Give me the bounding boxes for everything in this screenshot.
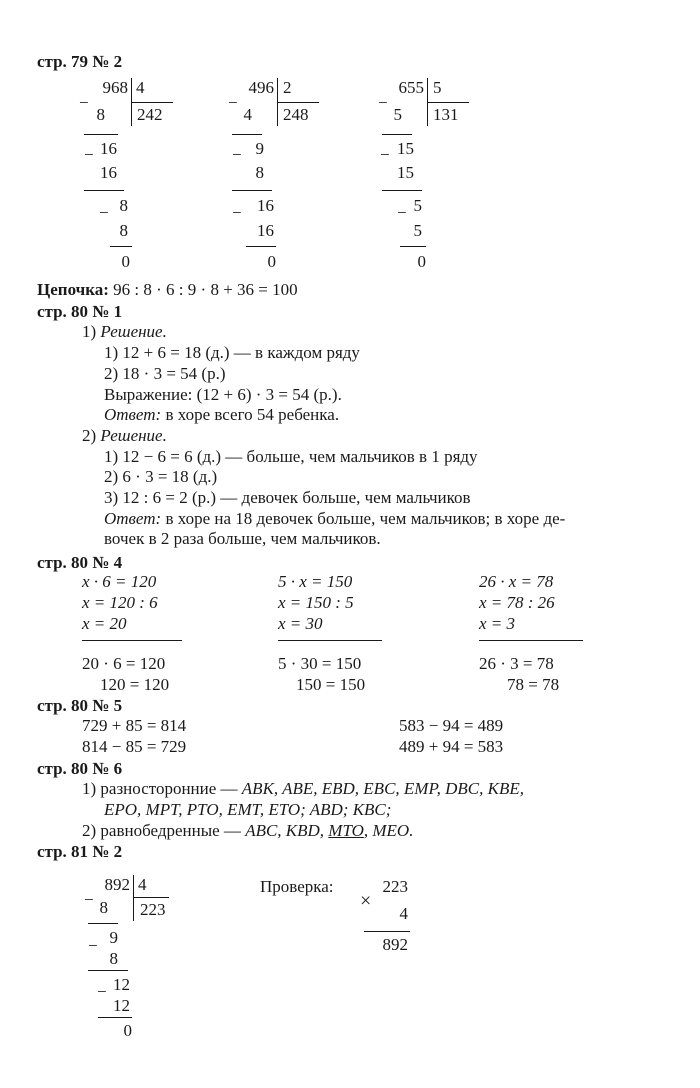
- minus-sign: −: [84, 145, 94, 164]
- step-line: [88, 970, 128, 971]
- chain-line: [37, 280, 298, 300]
- part-one: [82, 322, 167, 342]
- calc-line: 583 − 94 = 489: [399, 716, 504, 735]
- triangles-prefix: 1) разносторонние —: [82, 779, 242, 798]
- step-value: 8: [119, 221, 128, 240]
- check-line: 78 = 78: [507, 675, 560, 694]
- minus-sign: −: [232, 145, 242, 164]
- divisor-line: [131, 102, 173, 103]
- step-value: 9: [255, 139, 264, 158]
- equation-line: x = 78 : 26: [479, 593, 555, 612]
- calc-line: 814 − 85 = 729: [82, 737, 187, 756]
- divisor-line: [427, 102, 469, 103]
- step-value: 16: [257, 196, 274, 215]
- section-heading: стр. 80 № 4: [37, 553, 123, 572]
- minus-sign: −: [84, 890, 94, 909]
- divisor: 2: [283, 78, 292, 97]
- step-line: [110, 246, 132, 247]
- step-value: 16: [257, 221, 274, 240]
- minus-sign: −: [378, 93, 388, 112]
- equation-line: 5 · x = 150: [278, 572, 353, 591]
- answer-text: в хоре на 18 девочек больше, чем мальчиков; в хоре де-: [161, 509, 566, 528]
- solution-label: Решение.: [100, 322, 167, 341]
- multiplier: 4: [399, 904, 408, 923]
- step-line: [84, 134, 118, 135]
- dividend: 496: [248, 78, 274, 97]
- minus-sign: −: [97, 982, 107, 1001]
- product: 892: [382, 935, 408, 954]
- step-value: 8: [96, 105, 105, 124]
- step-value: 16: [100, 139, 117, 158]
- triangles-line: [82, 821, 413, 841]
- multiplicand: 223: [382, 877, 408, 896]
- step-line: [246, 246, 276, 247]
- answer-label: Ответ:: [104, 405, 162, 424]
- triangles-list: , MEO.: [363, 821, 414, 840]
- minus-sign: −: [232, 203, 242, 222]
- step-line: [400, 246, 426, 247]
- check-line: 120 = 120: [100, 675, 170, 694]
- multiply-sign: ×: [360, 890, 372, 912]
- dividend: 968: [102, 78, 128, 97]
- divisor: 5: [433, 78, 442, 97]
- answer-continuation: вочек в 2 раза больше, чем мальчиков.: [104, 529, 381, 548]
- check-separator: [82, 640, 182, 641]
- quotient: 242: [137, 105, 163, 124]
- minus-sign: −: [228, 93, 238, 112]
- step-value: 0: [121, 252, 130, 271]
- triangles-prefix: 2) равнобедренные —: [82, 821, 246, 840]
- product-line: [364, 931, 410, 932]
- minus-sign: −: [380, 145, 390, 164]
- step-value: 8: [119, 196, 128, 215]
- step-value: 4: [243, 105, 252, 124]
- section-heading: стр. 81 № 2: [37, 842, 123, 861]
- divisor-line: [133, 897, 169, 898]
- divisor: 4: [136, 78, 145, 97]
- step-line: [382, 190, 422, 191]
- quotient: 131: [433, 105, 459, 124]
- equation-line: x · 6 = 120: [82, 572, 157, 591]
- triangles-list: ABC, KBD,: [245, 821, 329, 840]
- check-separator: [278, 640, 382, 641]
- step-value: 0: [123, 1021, 132, 1040]
- step-value: 8: [99, 898, 108, 917]
- step-value: 0: [267, 252, 276, 271]
- dividend: 892: [104, 875, 130, 894]
- step-value: 0: [417, 252, 426, 271]
- section-heading: стр. 79 № 2: [37, 52, 123, 71]
- solution-line: 2) 6 · 3 = 18 (д.): [104, 467, 218, 486]
- triangles-line: [82, 779, 524, 799]
- step-value: 5: [413, 221, 422, 240]
- part-number: 1): [82, 322, 101, 341]
- part-two: [82, 426, 167, 446]
- step-value: 5: [413, 196, 422, 215]
- triangles-list: ABK, ABE, EBD, EBC, EMP, DBC, KBE,: [241, 779, 524, 798]
- quotient: 248: [283, 105, 309, 124]
- step-value: 12: [113, 996, 130, 1015]
- minus-sign: −: [99, 203, 109, 222]
- divisor-line: [277, 102, 319, 103]
- step-value: 5: [393, 105, 402, 124]
- check-line: 20 · 6 = 120: [82, 654, 166, 673]
- division-bar: [133, 875, 134, 921]
- check-line: 26 · 3 = 78: [479, 654, 554, 673]
- section-heading: стр. 80 № 5: [37, 696, 123, 715]
- step-line: [382, 134, 412, 135]
- equation-line: x = 20: [82, 614, 127, 633]
- solution-line: 1) 12 − 6 = 6 (д.) — больше, чем мальчиков в 1 ряду: [104, 447, 478, 466]
- divisor: 4: [138, 875, 147, 894]
- underlined-triangle: MTO: [328, 821, 364, 840]
- quotient: 223: [140, 900, 166, 919]
- answer-line: [104, 405, 339, 425]
- equation-line: x = 150 : 5: [278, 593, 354, 612]
- step-line: [84, 190, 124, 191]
- equation-line: x = 3: [479, 614, 516, 633]
- step-value: 16: [100, 163, 117, 182]
- step-value: 15: [397, 163, 414, 182]
- answer-text: в хоре всего 54 ребенка.: [161, 405, 340, 424]
- minus-sign: −: [88, 936, 98, 955]
- step-line: [232, 190, 272, 191]
- solution-label: Решение.: [100, 426, 167, 445]
- answer-line: [104, 509, 565, 529]
- minus-sign: −: [397, 203, 407, 222]
- step-value: 15: [397, 139, 414, 158]
- solution-line: 3) 12 : 6 = 2 (р.) — девочек больше, чем мальчиков: [104, 488, 471, 507]
- step-line: [98, 1017, 132, 1018]
- triangles-list: EPO, MPT, PTO, EMT, ETO; ABD; KBC;: [104, 800, 392, 819]
- chain-expression: 96 : 8 · 6 : 9 · 8 + 36 = 100: [113, 280, 298, 299]
- solution-line: 2) 18 · 3 = 54 (р.): [104, 364, 226, 383]
- equation-line: x = 30: [278, 614, 323, 633]
- part-number: 2): [82, 426, 101, 445]
- check-separator: [479, 640, 583, 641]
- step-line: [232, 134, 262, 135]
- calc-line: 729 + 85 = 814: [82, 716, 187, 735]
- section-heading: стр. 80 № 6: [37, 759, 123, 778]
- step-value: 8: [109, 949, 118, 968]
- check-line: 5 · 30 = 150: [278, 654, 362, 673]
- calc-line: 489 + 94 = 583: [399, 737, 504, 756]
- chain-label: Цепочка:: [37, 280, 109, 299]
- minus-sign: −: [79, 93, 89, 112]
- solution-line: 1) 12 + 6 = 18 (д.) — в каждом ряду: [104, 343, 360, 362]
- expression-line: Выражение: (12 + 6) · 3 = 54 (р.).: [104, 385, 342, 404]
- step-line: [88, 923, 118, 924]
- answer-label: Ответ:: [104, 509, 162, 528]
- step-value: 8: [255, 163, 264, 182]
- section-heading: стр. 80 № 1: [37, 302, 123, 321]
- equation-line: x = 120 : 6: [82, 593, 158, 612]
- equation-line: 26 · x = 78: [479, 572, 554, 591]
- check-line: 150 = 150: [296, 675, 366, 694]
- check-label: Проверка:: [260, 877, 334, 896]
- dividend: 655: [398, 78, 424, 97]
- step-value: 9: [109, 928, 118, 947]
- step-value: 12: [113, 975, 130, 994]
